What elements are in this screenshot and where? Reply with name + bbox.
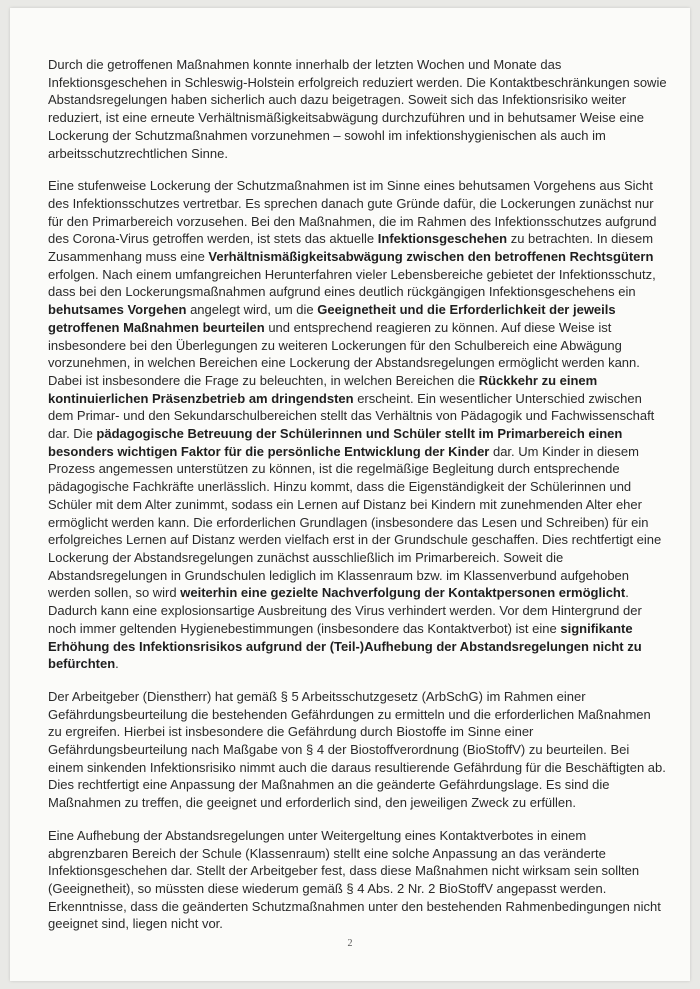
text-run: Durch die getroffenen Maßnahmen konnte innerhalb der letzten Wochen und Monate das Infektionsgeschehen in Schleswig-Holstein erfolgreich reduziert werden. Die Kontaktbeschränkungen sowie Abstandsregelungen haben sicherlich auch dazu beigetragen. Soweit sich das Infektionsrisiko weiter reduziert, ist eine erneute Verhältnismäßigkeitsabwägung durchzuführen und in behutsamer Weise eine Lockerung der Schutzmaßnahmen vorzunehmen – sowohl im infektionshygienischen als auch im arbeitsschutzrechtlichen Sinne. xyxy=(48,57,667,161)
bold-text: Infektionsgeschehen xyxy=(377,231,508,247)
text-run: dar. Um Kinder in diesem Prozess angemessen unterstützen zu können, ist die regelmäßige Begleitung durch entsprechende pädagogische Fachkräfte unerlässlich. Hinzu kommt, dass die Eigenständigkeit der Schülerinnen und Schüler mit dem Alter zunimmt, sodass ein Lernen auf Distanz bei Kindern mit zunehmenden Alter eher ermöglicht werden kann. Die erforderlichen Grundlagen (insbesondere das Lesen und Schreiben) für ein erfolgreiches Lernen auf Distanz werden vielfach erst in der Grundschule geschaffen. Dies rechtfertigt eine Lockerung der Abstandsregelungen zunächst ausschließlich im Primarbereich. Soweit die Abstandsregelungen in Grundschulen lediglich im Klassenraum bzw. im Klassenverbund aufgehoben werden sollen, so wird xyxy=(48,443,662,601)
paragraph-3 xyxy=(48,688,668,812)
page-number: 2 xyxy=(347,938,353,949)
paragraph-4 xyxy=(48,827,668,933)
text-run: angelegt wird, um die xyxy=(186,302,318,318)
bold-text: Geeignetheit und die Erforderlichkeit der jeweils getroffenen Maßnahmen beurteilen xyxy=(48,302,616,335)
bold-text: weiterhin eine gezielte Nachverfolgung der Kontaktpersonen ermöglicht xyxy=(180,585,626,601)
text-run: erscheint. Ein wesentlicher Unterschied zwischen dem Primar- und den Sekundarschulbereichen stellt das Verhältnis von Pädagogik und Fachwissenschaft dar. Die xyxy=(48,390,655,442)
text-run: Der Arbeitgeber (Dienstherr) hat gemäß § 5 Arbeitsschutzgesetz (ArbSchG) im Rahmen einer Gefährdungsbeurteilung die bestehenden Gefährdungen zu ermitteln und die erforderlichen Maßnahmen zu ergreifen. Hierbei ist insbesondere die Gefährdung durch Biostoffe im Sinne einer Gefährdungsbeurteilung nach Maßgabe von § 4 der Biostoffverordnung (BioStoffV) zu beurteilen. Bei einem sinkenden Infektionsrisiko nimmt auch die daraus resultierende Gefährdung für die Beschäftigten ab. Dies rechtfertigt eine Anpassung der Maßnahmen an die geänderte Gefährdungslage. Es sind die Maßnahmen zu treffen, die geeignet und erforderlich sind, den jeweiligen Zweck zu erfüllen. xyxy=(48,688,666,811)
bold-text: pädagogische Betreuung der Schülerinnen und Schüler stellt im Primarbereich einen besonders wichtigen Faktor für die persönliche Entwicklung der Kinder xyxy=(48,426,623,459)
text-run: zu betrachten. In diesem Zusammenhang muss eine xyxy=(48,231,654,265)
text-run: Eine Aufhebung der Abstandsregelungen unter Weitergeltung eines Kontaktverbotes in einem abgrenzbaren Bereich der Schule (Klassenraum) stellt eine solche Anpassung an das veränderte Infektionsgeschehen dar. Stellt der Arbeitgeber fest, dass diese Maßnahmen nicht wirksam sein sollten (Geeignetheit), so müssten diese wiederum gemäß § 4 Abs. 2 Nr. 2 BioStoffV angepasst werden. Erkenntnisse, dass die geänderten Schutzmaßnahmen unter den bestehenden Rahmenbedingungen nicht geeignet sind, liegen nicht vor. xyxy=(48,827,661,932)
bold-text: Verhältnismäßigkeitsabwägung zwischen den betroffenen Rechtsgütern xyxy=(208,249,654,265)
document-page xyxy=(10,8,690,981)
text-run: und entsprechend reagieren zu können. Auf diese Weise ist insbesondere bei den Überlegungen zu weiteren Lockerungen für den Schulbereich eine Abwägung vorzunehmen, in welchen Bereichen eine Lockerung der Abstandsregelungen ermöglicht werden kann. Dabei ist insbesondere die Frage zu beleuchten, in welchen Bereichen die xyxy=(48,319,640,388)
bold-text: behutsames Vorgehen xyxy=(48,302,187,318)
text-run: . xyxy=(115,656,119,672)
text-run: erfolgen. Nach einem umfangreichen Herunterfahren vieler Lebensbereiche gebietet der Infektionsschutz, dass bei den Lockerungsmaßnahmen aufgrund eines deutlich rückgängigen Infektionsgeschehens ein xyxy=(48,266,656,300)
paragraph-2 xyxy=(48,177,668,673)
document-body xyxy=(48,56,668,948)
bold-text: signifikante Erhöhung des Infektionsrisikos aufgrund der (Teil-)Aufhebung der Abstandsregelungen nicht zu befürchten xyxy=(48,620,642,672)
paragraph-1 xyxy=(48,56,668,162)
text-run: . Dadurch kann eine explosionsartige Ausbreitung des Virus verhindert werden. Vor dem Hintergrund der noch immer geltenden Hygienebestimmungen (insbesondere das Kontaktverbot) ist eine xyxy=(48,585,642,636)
text-run: Eine stufenweise Lockerung der Schutzmaßnahmen ist im Sinne eines behutsamen Vorgehens aus Sicht des Infektionsschutzes vertretbar. Es sprechen danach gute Gründe dafür, die Lockerungen zunächst nur für den Primarbereich vorzusehen. Bei den Maßnahmen, die im Rahmen des Infektionsschutzes aufgrund des Corona-Virus getroffen werden, ist stets das aktuelle xyxy=(48,178,657,247)
bold-text: Rückkehr zu einem kontinuierlichen Präsenzbetrieb am dringendsten xyxy=(48,372,598,406)
